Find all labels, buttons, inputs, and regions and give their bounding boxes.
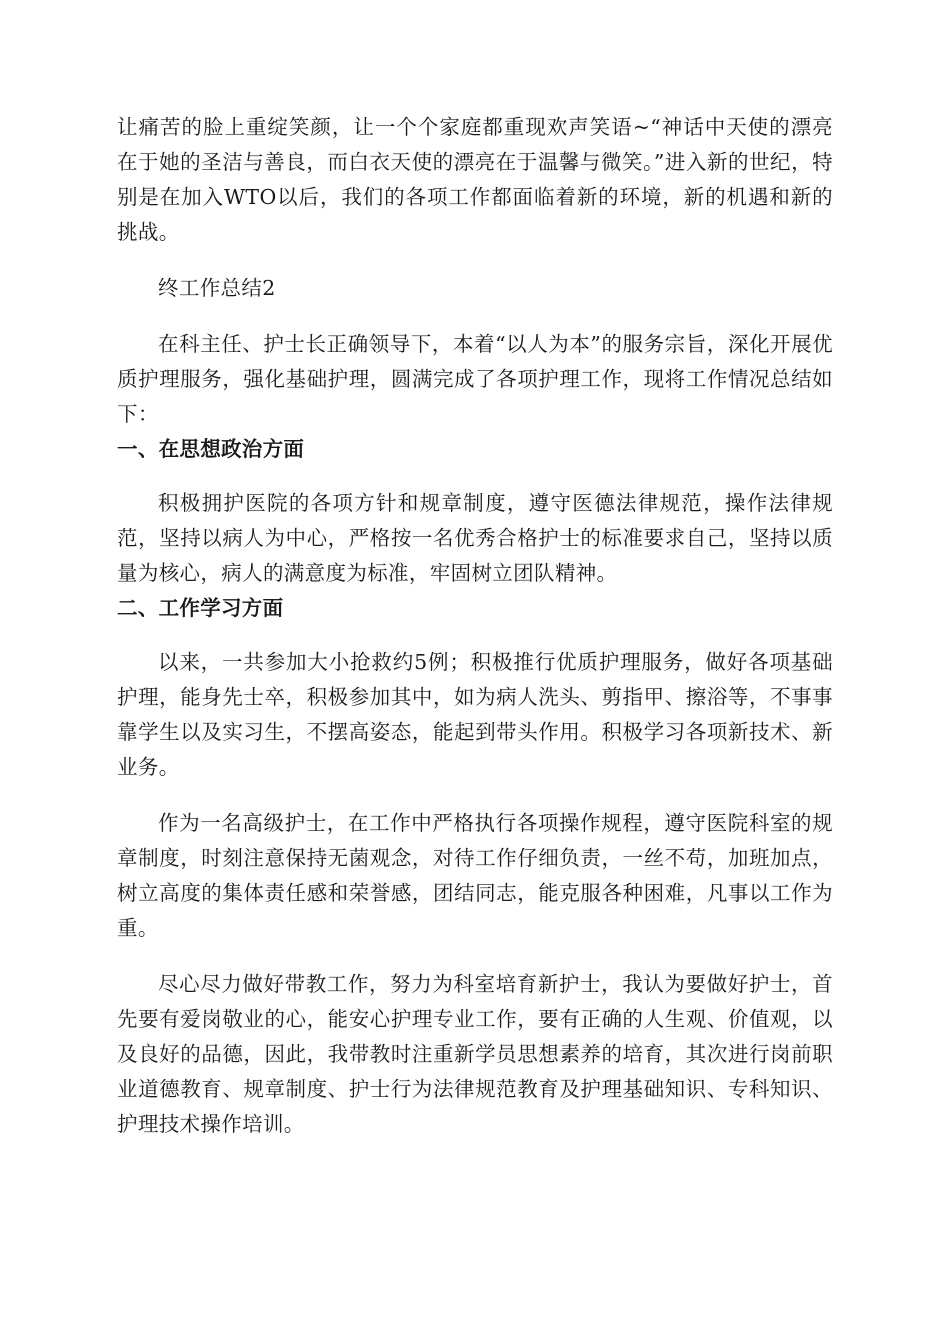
section-subtitle: 终工作总结2 xyxy=(158,276,276,300)
paragraph-senior-nurse: 作为一名高级护士，在工作中严格执行各项操作规程，遵守医院科室的规章制度，时刻注意保持无菌观念，对待工作仔细负责，一丝不苟，加班加点，树立高度的集体责任感和荣誉感，团结同志，能克服各种困难，凡事以工作为重。 xyxy=(117,811,833,940)
paragraph-political-thought: 积极拥护医院的各项方针和规章制度，遵守医德法律规范，操作法律规范，坚持以病人为中心，严格按一名优秀合格护士的标准要求自己，坚持以质量为核心，病人的满意度为标准，牢固树立团队精神。 xyxy=(117,491,833,585)
heading-political-thought: 一、在思想政治方面 xyxy=(117,437,305,461)
document-body xyxy=(117,110,833,1142)
paragraph-intro-continuation: 让痛苦的脸上重绽笑颜，让一个个家庭都重现欢声笑语~“神话中天使的漂亮在于她的圣洁与善良，而白衣天使的漂亮在于温馨与微笑。”进入新的世纪，特别是在加入WTO以后，我们的各项工作都面临着新的环境，新的机遇和新的挑战。 xyxy=(117,115,833,244)
heading-work-study: 二、工作学习方面 xyxy=(117,596,284,620)
paragraph-rescue-nursing: 以来，一共参加大小抢救约5例；积极推行优质护理服务，做好各项基础护理，能身先士卒，积极参加其中，如为病人洗头、剪指甲、擦浴等，不事事靠学生以及实习生，不摆高姿态，能起到带头作用。积极学习各项新技术、新业务。 xyxy=(117,650,833,779)
paragraph-teaching: 尽心尽力做好带教工作，努力为科室培育新护士，我认为要做好护士，首先要有爱岗敬业的心，能安心护理专业工作，要有正确的人生观、价值观，以及良好的品德，因此，我带教时注重新学员思想素养的培育，其次进行岗前职业道德教育、规章制度、护士行为法律规范教育及护理基础知识、专科知识、护理技术操作培训。 xyxy=(117,972,833,1136)
paragraph-overview: 在科主任、护士长正确领导下，本着“以人为本”的服务宗旨，深化开展优质护理服务，强化基础护理，圆满完成了各项护理工作，现将工作情况总结如下： xyxy=(117,332,833,426)
